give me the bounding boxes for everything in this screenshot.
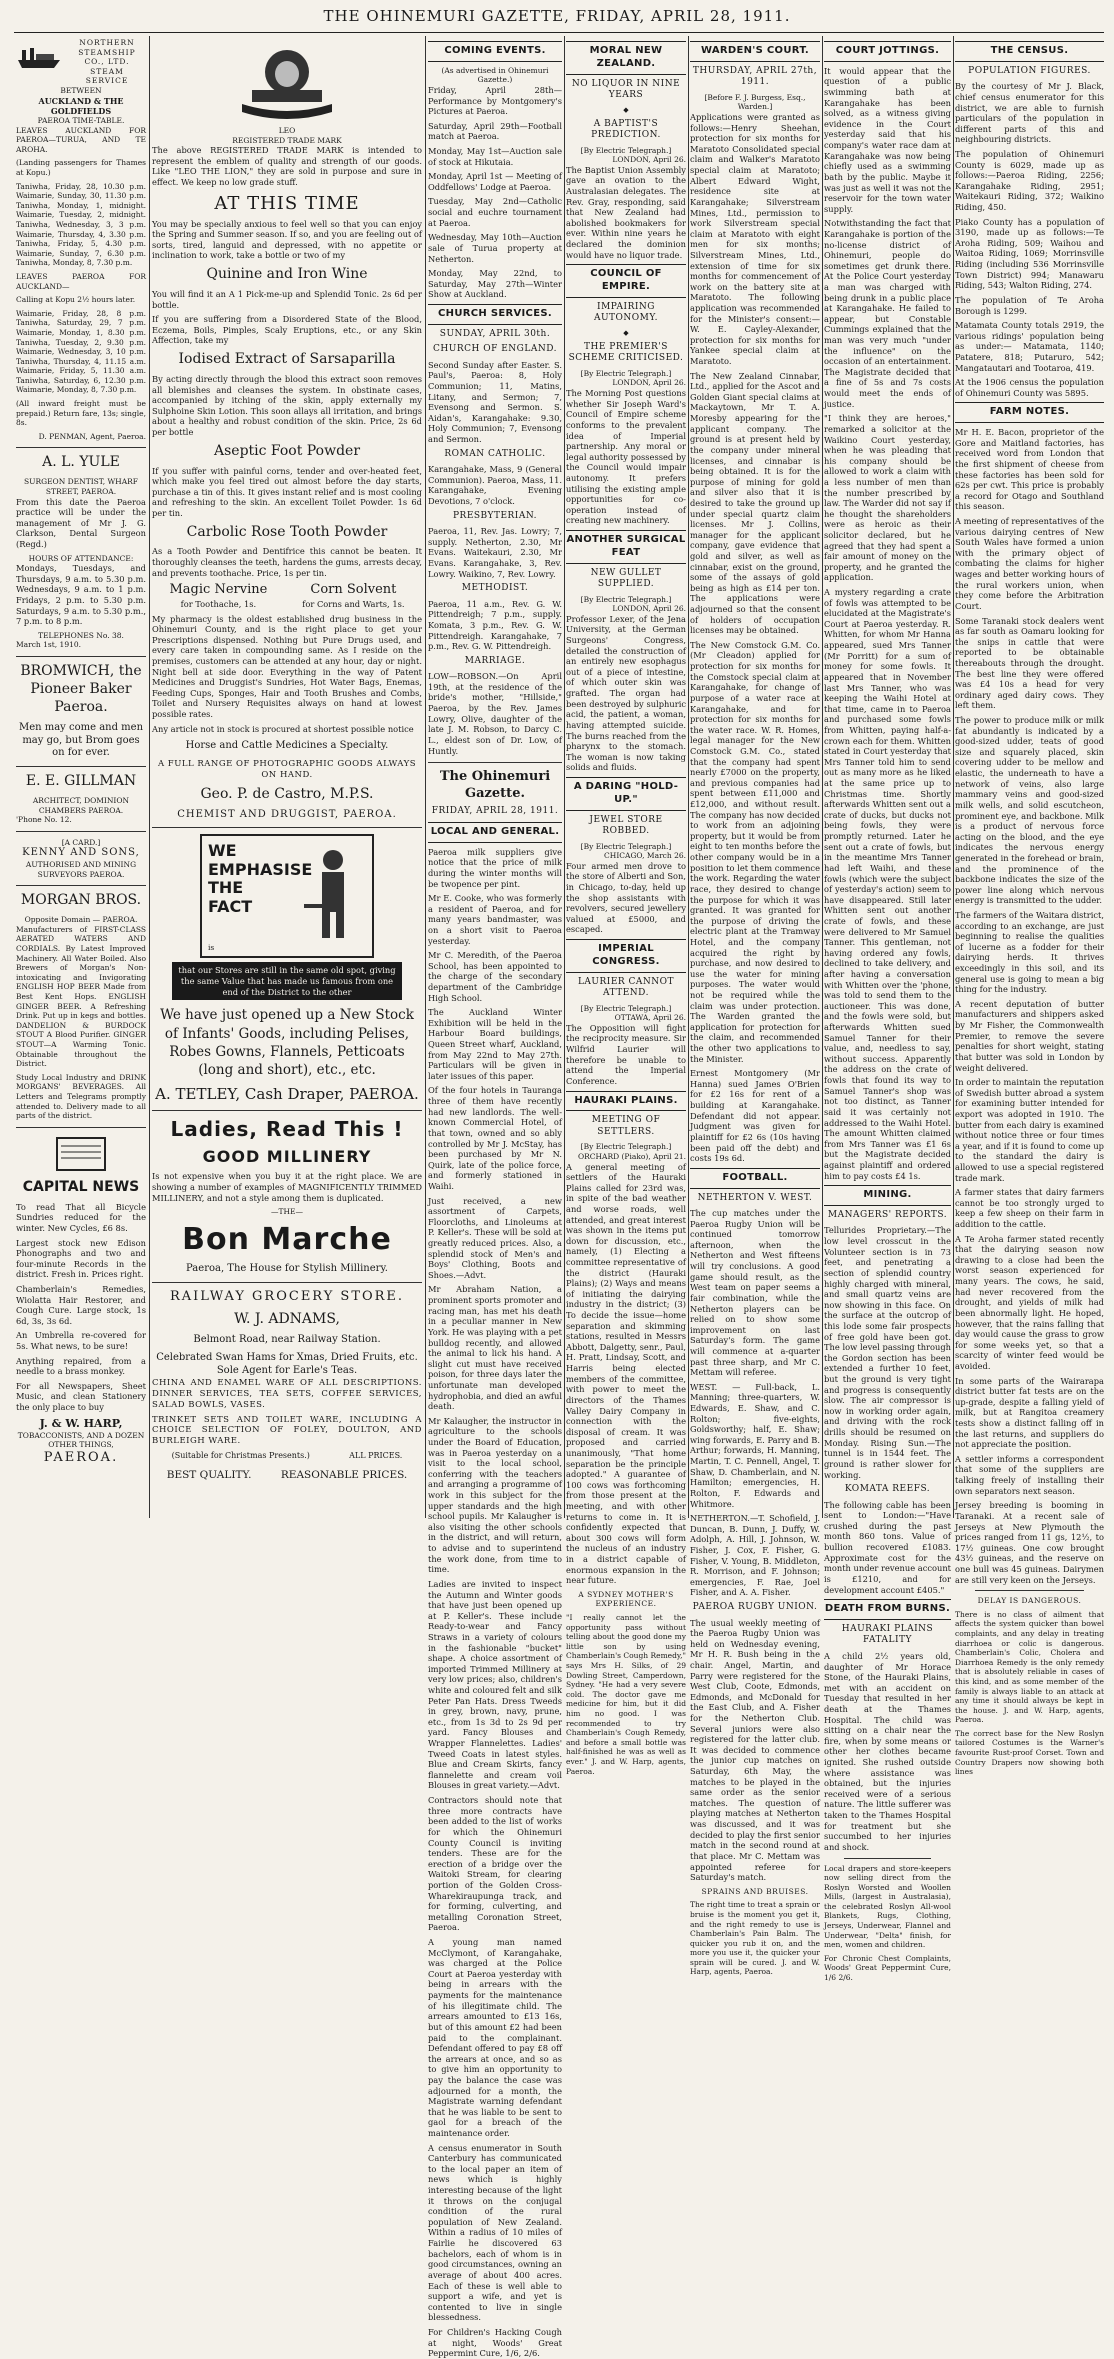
text: Paeroa, 11, Rev. Jas. Lowry; 7, supply. Netherton, 2.30, Mr Evans. Waitekauri, 2.30, Mr Evans. Karangahake, 3, Rev. Lowry. Waikino, 7, Rev. Lowry. — [428, 526, 562, 579]
divider — [16, 766, 146, 767]
text: The usual weekly meeting of the Paeroa Rugby Union was held on Wednesday evening, Mr H. R. Bush being in the chair. Angel, Martin, and Parry were registered for the West Club, Coote, Edmonds, Edmonds, and McDonald for the East Club, and A. Fisher for the Netherton Club. Several juniors were also registered for the latter club. It was decided to commence the junior cup matches on Saturday, 6th May, the matches to be played in the same order as the senior matches. The question of playing matches at Netherton was discussed, and it was decided to play the first senior match in the second round at that place. Mr C. Mettam was appointed referee for Saturday's match. — [690, 1617, 820, 1883]
text: Magic Nervine — [169, 582, 268, 598]
news-paragraph: A farmer states that dairy farmers cannot be too strongly urged to keep a few sheep on their farm in addition to the cattle. — [955, 1187, 1104, 1230]
gillman-name: E. E. GILLMAN — [25, 773, 137, 790]
text: for Corns and Warts, 1s. — [302, 598, 405, 609]
census-heading: THE CENSUS. — [955, 41, 1104, 62]
column-6 — [824, 38, 951, 1983]
text: that our Stores are still in the same old spot, giving the same Value that has made us famous from one end of the District to the other — [172, 962, 402, 1000]
text: AUCKLAND & THE GOLDFIELDS — [38, 95, 124, 116]
divider — [16, 1127, 146, 1128]
event-item: Tuesday, May 2nd—Catholic social and euchre tournament at Paeroa. — [428, 196, 562, 228]
divider — [152, 1110, 422, 1111]
diamond-icon: ◆ — [623, 105, 629, 114]
text: The right time to treat a sprain or bruise is the moment you get it, and the right remedy to use is Chamberlain's Pain Balm. The quicker you rub it on, and the more you use it, the quicker your sprain will be cured. J. and W. Harp, agents, Paeroa. — [690, 1900, 820, 1977]
divider — [16, 656, 146, 657]
sarsaparilla-heading: Iodised Extract of Sarsaparilla — [178, 351, 396, 368]
text: CHICAGO, March 26. — [604, 851, 686, 861]
news-paragraph: Ladies are invited to inspect the Autumn and Winter goods that have just been opened up at P. Keller's. These include Ready-to-wear and Fancy Straws in a variety of colours in the fashionable "bucket" shape. A choice assortment of imported Trimmed Millinery at very low prices; also, children's white and coloured felt and silk Peter Pan Hats. Dress Tweeds in grey, brown, navy, prune, etc., from 1s 3d to 2s 9d per yard. Fancy Blouses and Wrapper Flannelettes. Ladies' Tweed Coats in latest styles. Blue and Cream Skirts, fancy flannelette and cream voil Blouses in great variety.—Advt. — [428, 1578, 562, 1791]
news-paragraph: A meeting of representatives of the various dairying centres of New South Wales have formed a union with the primary object of combating the claims for higher wages and better working hours of the rural workers union, when they come before the Arbitration Court. — [955, 516, 1104, 611]
text: CHURCH OF ENGLAND. — [433, 344, 557, 355]
text: [By Electric Telegraph.] — [580, 841, 672, 851]
divider — [152, 827, 422, 828]
news-paragraph: A mystery regarding a crate of fowls was attempted to be elucidated at the Magistrate's Court at Paeroa yesterday. R. Whitten, for whom Mr Hanna appeared, sued Mrs Tanner (Mr Porritt) for a sum of money for some fowls. It appeared that in November last Mrs Tanner, who was keeping the Waihi Hotel at that time, came in to Paeroa and purchased some fowls from Whitten, paying half-a-crown each for them. Whitten stated in Court yesterday that Mrs Tanner told him to send out as many more as he liked at the same price up to Christmas time. Shortly afterwards Whitten sent out a crate of ducks, but ducks not being fowls, they were promptly returned. Later he sent out a crate of fowls, but in the meantime Mrs Tanner had left Waihi, and these fowls (which were the subject of yesterday's action) seem to have disappeared. Still later Whitten sent out another crate of fowls, and these were delivered to Mr Samuel Tanner. This gentleman, not having ordered any fowls, declined to take delivery, and after having a conversation with Whitten over the 'phone, was told to send them to the auctioneer. This was done, and the fowls were sold, but afterwards Whitten sued Samuel Tanner for their value, and, needless to say, without success. Apparently the address on the crate of fowls that found its way to Samuel Tanner's shop was not too distinct, as Tanner said it was certainly not addressed to the Waihi Hotel. The amount Whitten claimed from Mrs Tanner was £1 6s but the Magistrate decided against plaintiff and ordered him to pay costs £4 1s. — [824, 587, 951, 1181]
text: A general meeting of settlers of the Hauraki Plains called for 23rd was, in spite of the bad weather and worse roads, well attended, and great interest was shown in the items put down for discussion, etc., namely, (1) Electing a committee representative of the district (Hauraki Plains); (2) Ways and means of initiating the dairying industry in the district; (3) To decide the issue—home separation and skimming stations, resulted in Messrs Abbott, Dalgetty, senr., Paul, H. Pratt, Lindsay, Scott, and Harris being elected members of the committee, with power to meet the directors of the Thames Valley Dairy Company in connection with the disposal of cream. It was proposed and carried unanimously, "That home separation be the principle adopted." A guarantee of 100 cows was forthcoming from those present at the meeting, and with other returns to come in. It is confidently expected that about 300 cows will form the nucleus of an industry in a district capable of enormous expansion in the near future. — [566, 1161, 686, 1586]
tetley-name: A. TETLEY, Cash Draper, PAEROA. — [155, 1085, 419, 1104]
morgan-title: MORGAN BROS. — [20, 892, 142, 909]
railway-heading: RAILWAY GROCERY STORE. — [169, 1289, 405, 1305]
yule-name: A. L. YULE — [42, 454, 120, 471]
text: Paeroa, 11 a.m., Rev. G. W. Pittendreigh; 7 p.m., supply. Komata, 3 p.m., Rev. G. W. Pittendreigh. Karangahake, 7 p.m., Rev. G. W. Pittendreigh. — [428, 598, 562, 652]
text: BEST QUALITY. — [166, 1469, 252, 1482]
text: Chamberlain's Remedies, Wiolatta Hair Restorer, and Cough Cure. Large stock, 1s 6d, 3s, 3s 6d. — [16, 1283, 146, 1326]
millinery-heading: GOOD MILLINERY — [202, 1146, 372, 1166]
text: TRINKET SETS AND TOILET WARE, INCLUDING A CHOICE SELECTION OF FOLEY, DOULTON, AND BURLEIGH WARE. — [152, 1414, 422, 1447]
surgical-heading: ANOTHER SURGICAL FEAT — [566, 530, 686, 564]
news-paragraph: Just received, a new assortment of Carpets, Floorcloths, and Linoleums at P. Keller's. These will be sold at greatly reduced prices. Also, a splendid stock of Men's and Boys' Clothing, Boots and Shoes.—Advt. — [428, 1195, 562, 1280]
text: PAEROA RUGBY UNION. — [692, 1601, 818, 1612]
text: The above REGISTERED TRADE MARK is intended to represent the emblem of quality and strength of our goods. Like "LEO THE LION," they are sold in purpose and sure in effect. We keep no low grade stuff. — [152, 145, 422, 188]
holdup-heading: A DARING "HOLD-UP." — [566, 777, 686, 811]
text: KOMATA REEFS. — [844, 1484, 931, 1495]
text: You will find it an A 1 Pick-me-up and Splendid Tonic. 2s 6d per bottle. — [152, 289, 422, 310]
wardens-court-heading: WARDEN'S COURT. — [690, 41, 820, 62]
text: (As advertised in Ohinemuri Gazette.) — [441, 65, 549, 85]
aseptic-heading: Aseptic Foot Powder — [213, 442, 361, 459]
text: Second Sunday after Easter. S. Paul's, Paeroa: 8, Holy Communion; 11, Matins, Litany, and Sermon; 7, Evensong and Sermon. S. Aidan's, Karangahake: 9.30, Holy Communion; 7, Evensong and Sermon. — [428, 359, 562, 445]
text: JEWEL STORE ROBBED. — [589, 814, 663, 837]
text: As a Tooth Powder and Dentifrice this cannot be beaten. It thoroughly cleanses the teeth, hardens the gums, arrests decay, and prevents toothache. Price, 1s per tin. — [152, 546, 422, 578]
column-1-ads — [16, 38, 146, 1518]
text: LEAVES PAEROA FOR AUCKLAND— — [16, 271, 146, 291]
text: REASONABLE PRICES. — [280, 1469, 408, 1482]
column-4 — [566, 38, 686, 1776]
text: SURGEON DENTIST, WHARF STREET, PAEROA. — [23, 477, 138, 496]
text: Celebrated Swan Hams for Xmas, Dried Fruits, etc. — [156, 1352, 418, 1364]
text: SPRAINS AND BRUISES. — [701, 1886, 809, 1896]
text: From this date the Paeroa practice will be under the management of Mr J. G. Clarkson, Dental Surgeon (Regd.) — [16, 496, 146, 549]
capital-news-title: CAPITAL NEWS — [22, 1178, 140, 1195]
text: PAEROA. — [43, 1449, 119, 1465]
text: "I really cannot let the opportunity pass without telling about the good done my little son by using Chamberlain's Cough Remedy," says Mrs H. Silks, of 29 Dowling Street, Camperdown, Sydney. "He had a very severe cold. The doctor gave me medicine for him, but it did him no good. I was recommended to try Chamberlain's Cough Remedy, and before a small bottle was half-finished he was as well as ever." J. and W. Harp, agents, Paeroa. — [566, 1613, 686, 1776]
event-item: Friday, April 28th—Performance by Montgomery's Pictures at Paeroa. — [428, 84, 562, 117]
emphasise-illustration — [200, 834, 374, 958]
news-paragraph: For Children's Hacking Cough at night, Woods' Great Peppermint Cure, 1/6, 2/6. — [428, 2326, 562, 2359]
news-paragraph: Some Taranaki stock dealers went as far south as Oamaru looking for the snips in cattle that were reported to be obtainable thereabouts through the drought. The best line they were offered was £4 10s a head for very ordinary aged dairy cows. They left them. — [955, 615, 1104, 711]
news-paragraph: "I think they are heroes," remarked a solicitor at the Waikino Court yesterday, when he was pleading that his company should be allowed to work a claim with a less number of men than the number prescribed by law. The Warder did not say if he thought the shareholders were as heroic as their solicitor declared, but he agreed that they had spent a fair amount of money on the property, and he granted the application. — [824, 413, 951, 583]
event-item: Saturday, April 29th—Football match at Paeroa. — [428, 120, 562, 142]
news-paragraph: A settler informs a correspondent that some of the suppliers are talking freely of installing their own separators next season. — [955, 1453, 1104, 1496]
text: Paeroa, The House for Stylish Millinery. — [186, 1263, 388, 1275]
text: LEAVES AUCKLAND FOR PAEROA—TURUA, AND TE AROHA. — [16, 125, 146, 154]
news-paragraph: Jersey breeding is booming in Taranaki. At a recent sale of Jerseys at New Plymouth the prices ranged from 11 gs, 12½, to 17½ guineas. One cow brought 43½ guineas, and the reserve on one bull was 45 guineas. Dairymen are still very keen on the Jerseys. — [955, 1500, 1104, 1585]
text: LONDON, April 26. — [612, 604, 686, 614]
text: By acting directly through the blood this extract soon removes all blemishes and cleanses the system. In obstinate cases, accompanied by itching of the skin, apply externally my Sulphoine Skin Lotion. This soon allays all irritation, and brings about a healthy and robust condition of the skin. Price, 2s 6d per bottle — [152, 373, 422, 437]
masthead: THE OHINEMURI GAZETTE, FRIDAY, APRIL 28, 1911. — [323, 7, 791, 25]
news-paragraph: The power to produce milk or milk fat abundantly is indicated by a good-sized udder, teats of good size and squarely placed, skin covering udder to be mellow and elastic, the underneath to have a network of veins, also large mammary veins and good-sized milk wells, and solid escutcheon, prominent eye, and backbone. Milk is a product of nervous force acting on the blood, and the eye indicates the nervous energy generated in the forehead or brain, and the prominence of the backbone indicates the size of the power line along which nervous energy is transmitted to the udder. — [955, 715, 1104, 906]
text: LOW—ROBSON.—On April 19th, at the residence of the bride's mother, "Hillside," Paeroa, by the Rev. James Lowry, Olive, daughter of the late J. M. Robson, to Darcy C. L., eldest son of Dr. Low, of Huntly. — [428, 671, 562, 756]
text: Sole Agent for Earle's Teas. — [216, 1365, 358, 1377]
text: CHEMIST AND DRUGGIST, PAEROA. — [177, 808, 397, 820]
text: The following cable has been sent to London:—"Have crushed during the past month 860 tons. Value of bullion recovered £1083. Approximate cost for the month under revenue account is £1210, and for development account £405." — [824, 1499, 951, 1595]
at-this-time-heading: AT THIS TIME — [214, 192, 360, 214]
news-paragraph: A Te Aroha farmer stated recently that the dairying season now drawing to a close had been the worst season experienced for many years. The cows, he said, had never recovered from the drought, and yields of milk had been abnormally light. He hoped, however, that the rains falling that day would cause the grass to grow for some weeks yet, so that a scarcity of winter feed would be avoided. — [955, 1233, 1104, 1371]
text: NETHERTON V. WEST. — [697, 1192, 813, 1203]
text: Mondays, Tuesdays, and Thursdays, 9 a.m. to 5.30 p.m. Wednesdays, 9 a.m. to 1 p.m. Fridays, 2 p.m. to 5.30 p.m. Saturdays, 9 a.m. to 5.30 p.m., 7 p.m. to 8 p.m. — [16, 563, 146, 627]
text: SUNDAY, APRIL 30th. — [439, 328, 551, 339]
news-paragraph: The farmers of the Waitara district, according to an exchange, are just beginning to realise the qualities of lucerne as a fodder for their dairying herds. It thrives exceedingly in this soil, and its general use is going to mean a big thing for the industry. — [955, 909, 1105, 995]
event-item: Wednesday, May 10th—Auction sale of Turua property at Netherton. — [428, 232, 562, 264]
football-heading: FOOTBALL. — [690, 1168, 820, 1189]
text: THURSDAY, APRIL 27th, 1911. — [692, 65, 818, 88]
news-paragraph: Mr C. Meredith, of the Paeroa School, has been appointed to the charge of the secondary department of the Cambridge High School. — [428, 950, 562, 1003]
news-paragraph: A recent deputation of butter manufacturers and shippers asked by Mr Fisher, the Commonwealth Premier, to remove the severe penalties for short weight, stating that butter was sold in London by weight delivered. — [955, 998, 1104, 1073]
text: DELAY IS DANGEROUS. — [977, 1596, 1082, 1606]
news-paragraph: Of the four hotels in Tauranga three of them have recently had new landlords. The well-known Commercial Hotel, of that town, owned and so ably controlled by Mr J. McStay, has been purchased by Mr N. Quirk, late of the police force, and formerly stationed in Waihi. — [428, 1085, 562, 1191]
text: BETWEEN — [60, 85, 102, 95]
news-paragraph: By the courtesy of Mr J. Black, chief census enumerator for this district, we are able to furnish particulars of the population in different parts of this and neighbouring districts. — [955, 81, 1104, 145]
divider — [428, 762, 562, 763]
text: PRESBYTERIAN. — [452, 510, 538, 521]
news-paragraph: Mr Abraham Nation, a prominent sports promoter and racing man, has met his death in a peculiar manner in New York. He was playing with a pet bulldog recently, and allowed the animal to lick his hand. A slight cut must have received poison, for three days later the unfortunate man developed hydrophobia, and died an awful death. — [428, 1284, 562, 1412]
figure-icon — [298, 844, 368, 944]
text: Anything repaired, from a needle to a brass monkey. — [16, 1355, 146, 1377]
news-paragraph: A census enumerator in South Canterbury has communicated to the local paper an item of news which is highly interesting because of the light it throws on the conjugal condition of the rural population of New Zealand. Within a radius of 10 miles of Fairlie he discovered 63 bachelors, each of whom is in good circumstances, owning an average of about 400 acres. Each of these is well able to support a wife, and yet is contented to live in single blessedness. — [428, 2142, 562, 2323]
text: If you suffer with painful corns, tender and over-heated feet, which make you feel tired out almost before the day starts, purchase a tin of this. It gives instant relief and is most cooling and refreshing to the skin. An excellent Toilet Powder. 1s 6d per tin. — [152, 465, 422, 518]
column-3 — [428, 38, 562, 2359]
news-paragraph: Notwithstanding the fact that Karangahake is portion of the no-license district of Ohinemuri, people do sometimes get drunk there. At the Police Court yesterday a man was charged with being drunk in a public place at Karangahake. He failed to appear, but Constable Cummings explained that the man was very much "under the influence" on the occasion of an entertainment. The Magistrate decided that a fine of 5s and 7s costs would meet the ends of justice. — [824, 218, 951, 409]
text: Four armed men drove to the store of Alberti and Son, in Chicago, to-day, held up the shop assistants with revolvers, secured jewellery valued at £5000, and escaped. — [566, 860, 686, 935]
divider — [975, 1590, 1084, 1591]
news-paragraph: NETHERTON.—T. Schofield, J. Duncan, B. Dunn, J. Duffy, W. Adolph, A. Hill, J. Johnson, W. Fisher, J. Cox, F. Fisher, G. Fisher, V. Young, B. Middleton, R. Morrison, and F. Johnson; emergencies, F. Rae, Joel Fisher, and A. A. Fisher. — [690, 1513, 820, 1598]
column-divider — [564, 36, 565, 1518]
text: (Suitable for Christmas Presents.) — [171, 1451, 310, 1461]
text: TOBACCONISTS, AND A DOZEN OTHER THINGS, — [17, 1430, 145, 1450]
nervine-block — [169, 582, 267, 609]
text: You may be specially anxious to feel well so that you can enjoy the Spring and Summer season. If so, and you are feeling out of sorts, tired, languid and depressed, with no appetite or inclination to work, take a bottle or two of my — [152, 218, 422, 261]
text: Professor Lexer, of the Jena University, at the German Surgeons' Congress, detailed the construction of an entirely new esophagus out of a piece of intestine, of which outer skin was grafted. The organ had been destroyed by sulphuric acid, the patient, a woman, having attempted suicide. The burns reached from the pharynx to the stomach. The woman is now taking solids and fluids. — [566, 613, 686, 773]
text: A BAPTIST'S PREDICTION. — [591, 118, 661, 141]
carbolic-heading: Carbolic Rose Tooth Powder — [186, 523, 388, 540]
text: [A CARD.] — [61, 837, 101, 847]
news-paragraph: The population of Ohinemuri County is 6029, made up as follows:—Paeroa Riding, 2256; Karangahake Riding, 2951; Waitekauri Riding, 372; Waikino Riding, 450. — [955, 148, 1104, 213]
mining-heading: MINING. — [824, 1185, 951, 1206]
moral-nz-heading: MORAL NEW ZEALAND. — [566, 41, 686, 75]
kenny-name: KENNY AND SONS, — [22, 847, 140, 859]
text: PAEROA TIME-TABLE. — [37, 116, 125, 126]
text: HOURS OF ATTENDANCE: — [28, 553, 134, 563]
text: ALL PRICES. — [349, 1451, 403, 1461]
news-paragraph: At the 1906 census the population of Ohinemuri County was 5895. — [955, 377, 1104, 398]
lion-trademark-icon — [232, 42, 342, 122]
news-paragraph: Ernest Montgomery (Mr Hanna) sued James O'Brien for £2 16s for rent of a building at Karangahake. Defendant did not appear. Judgment was given for plaintiff for £2 6s (10s having been paid off the debt) and costs 19s 6d. — [690, 1068, 820, 1164]
text: The correct base for the New Roslyn tailored Costumes is the Warner's favourite Rust-proof Corset. Town and Country Drapers now showing both lines — [955, 1728, 1104, 1777]
divider — [152, 1282, 422, 1283]
text: ARCHITECT, DOMINION CHAMBERS PAEROA. — [32, 796, 130, 815]
text: THE PREMIER'S SCHEME CRITICISED. — [568, 341, 684, 364]
news-paragraph: Mr H. E. Bacon, proprietor of the Gore and Maitland factories, has received word from London that the first shipment of cheese from these factories has been sold for 62s per cwt. This price is probably a record for Otago and Southland this season. — [955, 427, 1104, 512]
castro-name: Geo. P. de Castro, M.P.S. — [200, 785, 374, 802]
text: AUTHORISED AND MINING SURVEYORS PAEROA. — [25, 860, 137, 879]
news-paragraph: A young man named McClymont, of Karangahake, was charged at the Police Court at Paeroa yesterday with being in arrears with the payments for the maintenance of his illegitimate child. The arrears amounted to £13 16s, but of this amount £2 had been paid to the complainant. Defendant offered to pay £8 off the arrears at once, and so as to give him an opportunity to pay the balance the case was adjourned for a month, the Magistrate warning defendant that he was liable to be sent to gaol for a breach of the maintenance order. — [428, 1937, 562, 2138]
text: LAURIER CANNOT ATTEND. — [577, 976, 675, 999]
news-paragraph: Paeroa milk suppliers give notice that the price of milk during the winter months will be twopence per pint. — [428, 846, 562, 889]
steamship-ad — [16, 38, 146, 86]
news-paragraph: In some parts of the Wairarapa district butter fat tests are on the up-grade, despite a falling yield of milk, but at Rangitoa creamery tests show a distinct falling off in the last returns, and suppliers do not appreciate the position. — [955, 1375, 1104, 1450]
text: NEW GULLET SUPPLIED. — [590, 567, 662, 590]
text: —THE— — [270, 1207, 304, 1217]
news-paragraph: The New Zealand Cinnabar, Ltd., applied for the Ascot and Golden Giant special claims at Mackaytown, Mr T. A. Moresby appearing for the applicant company. The ground is at present held by the company under mineral licenses, and cinnabar is being obtained. It is for the purpose of mining for gold and silver also that it is desired to take the ground up under special quartz claim licenses. Mr J. Collins, manager for the applicant company, gave evidence that gold and silver, as well as cinnabar, exist on the ground, some of the assays of gold being as high as £14 per ton. The applications were adjourned so that the consent of holders of occupation licenses may be obtained. — [690, 370, 820, 636]
news-paragraph: The cup matches under the Paeroa Rugby Union will be continued tomorrow afternoon, when the Netherton and West fifteens will try conclusions. A good game should result, as the West team on paper seems a fair combination, while the Netherton players can be relied on to show some improvement on last Saturday's form. The game will commence at a-quarter past three sharp, and Mr C. Mettam will referee. — [690, 1208, 820, 1378]
text: OTTAWA, April 26. — [614, 1013, 686, 1023]
text: The Morning Post questions whether Sir Joseph Ward's Council of Empire scheme conforms to the prevalent idea of Imperial partnership. Any moral or legal authority possessed by the Council would impair autonomy. It prefers utilising the existing ample opportunities for co-operation instead of creating new machinery. — [566, 388, 686, 526]
text: POPULATION FIGURES. — [968, 65, 1091, 76]
text: Any article not in stock is procured at shortest possible notice — [152, 723, 414, 734]
news-paragraph: The New Comstock G.M. Co. (Mr Cleadon) applied for protection for six months for the Comstock special claim at Karangahake, for change of purpose of a water race at Karangahake, and for protection for six months for the water race. W. R. Homes, legal manager for the New Comstock G.M. Co., stated that the company had spent nearly £7000 on the property, and previous companies had spent between £11,000 and £12,000, and without result. The company has now decided to work from an adjoining property, but it would be from eight to ten months before the other company would be in a position to let them commence the work. Regarding the water race, they desired to change the purpose for which it was granted. It was granted for the purpose of driving the electric plant at the Tramway Hotel, and the company acquired the right by purchase, and now desired to use the water for mining purposes. The water would not be required while the claim was under protection. The Warden granted the application for protection for the claim, and recommended the other two applications to the Minister. — [690, 639, 820, 1064]
text: Local drapers and store-keepers now selling direct from the Roslyn Worsted and Woollen Mills, (largest in Australasia), the celebrated Roslyn All-wool Blankets, Rugs, Clothing, Jerseys, Underwear, Flannel and Underwear, "Delta" finish, for men, women and children. — [824, 1863, 951, 1950]
top-rule — [14, 32, 1104, 33]
text: Waimarie, Friday, 28, 8 p.m. Taniwha, Saturday, 29, 7 p.m. Waimarie, Monday, 1, 8.30 p.m. Taniwha, Tuesday, 2, 9.30 p.m. Waimarie, Wednesday, 3, 10 p.m. Taniwha, Thursday, 4, 11.15 a.m. Waimarie, Friday, 5, 11.30 a.m. Taniwha, Saturday, 6, 12.30 p.m. Waimarie, Monday, 8, 7.30 p.m. — [16, 308, 146, 395]
event-item: Monday, May 22nd, to Saturday, May 27th—Winter Show at Auckland. — [428, 268, 562, 300]
text: Karangahake, Mass, 9 (General Communion). Paeroa, Mass, 11. Karangahake, Evening Devotions, 7 o'clock. — [428, 464, 562, 506]
church-heading: CHURCH SERVICES. — [428, 304, 562, 325]
death-heading: DEATH FROM BURNS. — [824, 1599, 951, 1620]
text: REGISTERED TRADE MARK — [232, 135, 342, 145]
column-divider — [953, 36, 954, 1518]
nervine-corn-row — [152, 582, 422, 609]
news-paragraph: The Auckland Winter Exhibition will be held in the Harbour Board buildings, Queen Street wharf, Auckland, from May 22nd to May 27th. Particulars will be given in later issues of this paper. — [428, 1007, 562, 1081]
column-divider — [688, 36, 689, 1518]
news-paragraph: Contractors should note that three more contracts have been added to the list of works for which the Ohinemuri County Council is inviting tenders. These are for the erection of a bridge over the Waitoki Stream, for clearing portion of the Golden Cross-Wharekiraupunga track, and for forming, culverting, and metalling Coronation Street, Paeroa. — [428, 1795, 562, 1933]
infants-heading: We have just opened up a New Stock of Infants' Goods, including Pelises, Robes Gowns, Flannels, Petticoats (long and short), etc., etc. — [160, 1007, 414, 1078]
text: is — [208, 942, 215, 952]
text: for Toothache, 1s. — [180, 598, 257, 609]
text: [By Electric Telegraph.] — [580, 368, 672, 378]
column-divider — [425, 36, 426, 1518]
text: Manufacturers of FIRST-CLASS AERATED WATERS AND CORDIALS. By Latest Improved Machinery. All Water Boiled. Also Brewers of Morgan's Non-intoxicating and Invigorating ENGLISH HOP BEER Made from Best Kent Hops. ENGLISH GINGER BEER. A Refreshing Drink. Put up in kegs and bottles. DANDELION & BURDOCK STOUT A Blood Purifier. GINGER STOUT—A Warming Tonic. Obtainable throughout the District. — [16, 924, 146, 1069]
text: Taniwha, Friday, 28, 10.30 p.m. Waimarie, Sunday, 30, 11.30 p.m. Taniwha, Monday, 1, midnight. Waimarie, Tuesday, 2, midnight. Taniwha, Wednesday, 3, 3 p.m. Waimarie, Thursday, 4, 3.30 p.m. Taniwha, Friday, 5, 4.30 p.m. Waimarie, Sunday, 7, 6.30 p.m. Taniwha, Monday, 8, 7.30 p.m. — [16, 181, 146, 268]
hauraki-heading: HAURAKI PLAINS. — [566, 1091, 686, 1112]
news-paragraph: WEST. — Full-back, L. Manning; three-quarters, W. Edwards, E. Shaw, and C. Rolton; five-eights, Goldsworthy; half, E. Shaw; wing forwards, E. Parry and B. Arthur; forwards, H. Manning, Martin, T. C. Pennell, Angel, T. Shaw, D. Chamberlain, and N. Hamilton; emergencies, H. Rolton, F. Edwards and Whitmore. — [690, 1381, 820, 1509]
text: March 1st, 1910. — [16, 640, 82, 650]
news-paragraph: Mr E. Cooke, who was formerly a resident of Paeroa, and for many years bandmaster, was on a short visit to Paeroa yesterday. — [428, 893, 562, 946]
divider — [16, 831, 146, 832]
steamship-title: NORTHERN STEAMSHIP CO., LTD. STEAM SERVICE — [78, 38, 136, 86]
row — [152, 1451, 422, 1461]
text: HAURAKI PLAINS FATALITY — [841, 1623, 934, 1646]
corn-block — [302, 582, 404, 609]
text: Corn Solvent — [310, 582, 397, 598]
text: MEETING OF SETTLERS. — [591, 1115, 661, 1137]
text: [By Electric Telegraph.] — [580, 594, 672, 604]
text: LEO — [278, 126, 296, 135]
text: An Umbrella re-covered for 5s. What news, to be sure! — [16, 1330, 146, 1351]
text: To read That all Bicycle Sundries reduced for the winter. New Cycles, £6 8s. — [16, 1201, 146, 1233]
news-paragraph: Matamata County totals 2919, the various ridings' population being as under:— Matamata, 1140; Patatere, 818; Putaruro, 542; Mangatautari and Tootaroa, 419. — [955, 320, 1104, 373]
harp-name: J. & W. HARP, — [39, 1416, 123, 1430]
news-paragraph: Mr Kalaugher, the instructor in agriculture to the schools under the Board of Education, was in Paeroa yesterday on a visit to the local school, conferring with the teachers and arranging a programme of work in this subject for the upper standards and the high school pupils. Mr Kalaugher is also visiting the other schools in the district, and will return, to advise and to superintend the work done, from time to time. — [428, 1415, 562, 1575]
text: [By Electric Telegraph.] — [580, 1003, 672, 1013]
text: CHINA AND ENAMEL WARE OF ALL DESCRIPTIONS. DINNER SERVICES, TEA SETS, COFFEE SERVICES, SALAD BOWLS, VASES. — [152, 1377, 422, 1410]
text: For all Newspapers, Sheet Music, and clean Stationery the only place to buy — [16, 1380, 146, 1413]
event-item: Monday, April 1st — Meeting of Oddfellows' Lodge at Paeroa. — [428, 171, 562, 192]
text: FRIDAY, APRIL 28, 1911. — [431, 806, 559, 817]
row — [152, 1469, 422, 1482]
divider — [16, 447, 146, 448]
bon-marche-heading: Bon Marche — [182, 1221, 392, 1257]
bromwich-title: BROMWICH, the Pioneer Baker Paeroa. — [20, 663, 142, 715]
text: If you are suffering from a Disordered State of the Blood, Eczema, Boils, Pimples, Scaly Eruptions, etc., or any Skin Affection, take my — [152, 314, 422, 346]
farm-notes-heading: FARM NOTES. — [955, 402, 1104, 423]
diamond-icon: ◆ — [623, 328, 629, 337]
council-heading: COUNCIL OF EMPIRE. — [566, 264, 686, 298]
local-general-heading: LOCAL AND GENERAL. — [428, 822, 562, 843]
text: A SYDNEY MOTHER'S EXPERIENCE. — [578, 1589, 674, 1609]
news-paragraph: In order to maintain the reputation of Swedish butter abroad a system for examining butter intended for export was adopted in 1910. The butter from each dairy is examined without notice three or four times a year, and if it is found to come up to the standard the dairy is allowed to use a special registered trade mark. — [955, 1077, 1104, 1183]
ladies-heading: Ladies, Read This ! — [170, 1117, 404, 1142]
text: Belmont Road, near Railway Station. — [193, 1333, 381, 1345]
text: ORCHARD (Piako), April 21. — [577, 1151, 686, 1161]
text: Is not expensive when you buy it at the right place. We are showing a number of examples of MAGNIFICENTLY TRIMMED MILLINERY, and not a style among them is duplicated. — [152, 1171, 422, 1203]
text: (All inward freight must be prepaid.) Return fare, 13s; single, 8s. — [16, 399, 146, 428]
newspaper-icon — [51, 1134, 111, 1174]
text: ROMAN CATHOLIC. — [444, 448, 546, 459]
column-divider — [822, 36, 823, 1518]
divider — [16, 885, 146, 886]
text: The Baptist Union Assembly gave an ovation to the Australasian delegates. The Rev. Gray, responding, said that New Zealand had abolished bookmakers for ever. Within nine years he declared the dominion would have no liquor trade. — [566, 164, 686, 260]
news-paragraph: Applications were granted as follows:—Henry Sheehan, protection for six months for Maratoto Consolidated special claim and Walker's Maratoto special claim at Maratoto; Albert Edward Wight, residence site at Karangahake; Silverstream Mines, Ltd., permission to work Silverstream special claim at Maratoto with eight men for six months; Silverstream Mines, Ltd., extension of time for six months for commencement of work on the battery site at Maratoto. The following application was recommended for the Minister's consent:— W. E. Cayley-Alexander, protection for six months for Yankee special claim at Maratoto. — [690, 112, 820, 367]
court-jottings-heading: COURT JOTTINGS. — [824, 41, 951, 62]
text: Opposite Domain — PAEROA. — [24, 915, 138, 925]
news-paragraph: Piako County has a population of 3190, made up as follows:—Te Aroha Riding, 509; Waihou and Waitoa Riding, 1069; Morrinsville Riding (including 536 Morrinsville Town District) 994; Manawaru Riding, 543; Walton Riding, 274. — [955, 216, 1104, 291]
text: MANAGERS' REPORTS. — [827, 1209, 948, 1220]
coming-events-heading: COMING EVENTS. — [428, 41, 562, 62]
column-7 — [955, 38, 1105, 1777]
news-paragraph: It would appear that the question of a public swimming bath at Karangahake has been solved, as a witness giving evidence in the Court yesterday said that his company's water race dam at Karangahake was now being chiefly used as a swimming bath by the public. Maybe it was just as well it was not the reservoir for the town water supply. — [824, 65, 951, 214]
text: D. PENMAN, Agent, Paeroa. — [38, 431, 146, 441]
quinine-heading: Quinine and Iron Wine — [206, 266, 368, 283]
text: METHODIST. — [461, 583, 529, 594]
text: MARRIAGE. — [464, 655, 526, 666]
text: 'Phone No. 12. — [16, 815, 72, 825]
text: [By Electric Telegraph.] — [580, 1142, 672, 1152]
column-5 — [690, 38, 820, 1977]
gazette-title: The Ohinemuri Gazette. — [439, 769, 551, 801]
text: [Before F. J. Burgess, Esq., Warden.] — [704, 92, 806, 112]
text: There is no class of ailment that affects the system quicker than bowel complaints, and any delay in treating diarrhoea or colic is dangerous. Chamberlain's Colic, Cholera and Diarrhoea Remedy is the only remedy that is absolutely reliable in cases of this kind, and as some member of the family is always liable to an attack at any time it should always be kept in the house. J. and W. Harp, agents, Paeroa. — [955, 1609, 1104, 1725]
text: For Chronic Chest Complaints, Woods' Great Peppermint Cure, 1/6 2/6. — [824, 1953, 951, 1983]
news-paragraph: The population of Te Aroha Borough is 1299. — [955, 294, 1104, 316]
text: Calling at Kopu 2½ hours later. — [16, 295, 136, 305]
text: WE EMPHASISE THE FACT — [208, 841, 313, 916]
column-divider — [149, 36, 150, 1518]
text: LONDON, April 26. — [612, 378, 686, 388]
text: Tellurides Proprietary.—The low level crosscut in the Volunteer section is in 73 feet, and penetrating a section of splendid country highly charged with mineral, and small quartz veins are now showing in this face. On the surface at the outcrop of this lode some fair prospects of free gold have been got. The low level passing through the Gordon section has been extended a further 10 feet, but the ground is very tight and progress is consequently slow. The air compressor is now in working order again, and driving with the rock drills should be resumed on Monday. Rising Sun.—The tunnel is in 1544 feet. The ground is rather slower for working. — [824, 1225, 951, 1480]
text: Horse and Cattle Medicines a Specialty. — [185, 740, 389, 752]
text: My pharmacy is the oldest established drug business in the Ohinemuri County, and is the right place to get your Prescriptions dispensed. Nothing but Pure Drugs used, and every care taken in compounding same. As I reside on the premises, customers can be attended at any hour, day or night. Night bell at side door. Everything in the way of Patent Medicines and Druggist's Sundries, Hot Water Bags, Enemas, Feeding Cups, Sponges, Hair and Tooth Brushes and Combs, Toilet and Nursery Requisites always on hand at lowest possible rates. — [152, 613, 422, 720]
text: Men may come and men may go, but Brom goes on for ever. — [18, 721, 144, 759]
text: [By Electric Telegraph.] — [580, 145, 672, 155]
event-item: Monday, May 1st—Auction sale of stock at Hikutaia. — [428, 146, 562, 167]
steamship-icon — [16, 38, 64, 70]
divider — [844, 1858, 931, 1859]
text: A FULL RANGE OF PHOTOGRAPHIC GOODS ALWAYS ON HAND. — [157, 759, 417, 780]
text: The Opposition will fight the reciprocity measure. Sir Wilfrid Laurier will therefore be unable to attend the Imperial Conference. — [566, 1022, 686, 1086]
text: (Landing passengers for Thames at Kopu.) — [16, 158, 146, 177]
column-2-ads — [152, 38, 422, 1518]
adnams-name: W. J. ADNAMS, — [234, 1310, 340, 1327]
text: TELEPHONES No. 38. — [38, 630, 124, 640]
text: NO LIQUOR IN NINE YEARS — [571, 78, 681, 101]
imperial-heading: IMPERIAL CONGRESS. — [566, 939, 686, 973]
text: LONDON, April 26. — [612, 155, 686, 165]
text: Largest stock new Edison Phonographs and two and four-minute Records in the district. Fresh in. Prices right. — [16, 1237, 146, 1280]
text: Study Local Industry and DRINK MORGANS' BEVERAGES. All Letters and Telegrams promptly attended to. Delivery made to all parts of the district. — [16, 1072, 146, 1121]
text: IMPAIRING AUTONOMY. — [593, 301, 659, 324]
text: A child 2½ years old, daughter of Mr Horace Stone, of the Hauraki Plains, met with an accident on Tuesday that resulted in her death at the Thames Hospital. The child was sitting on a chair near the fire, when by some means or other her clothes became ignited. She rushed outside where assistance was obtained, but the injuries received were of a serious nature. The little sufferer was taken to the Thames Hospital for treatment but she succumbed to her injuries and shock. — [824, 1650, 951, 1852]
